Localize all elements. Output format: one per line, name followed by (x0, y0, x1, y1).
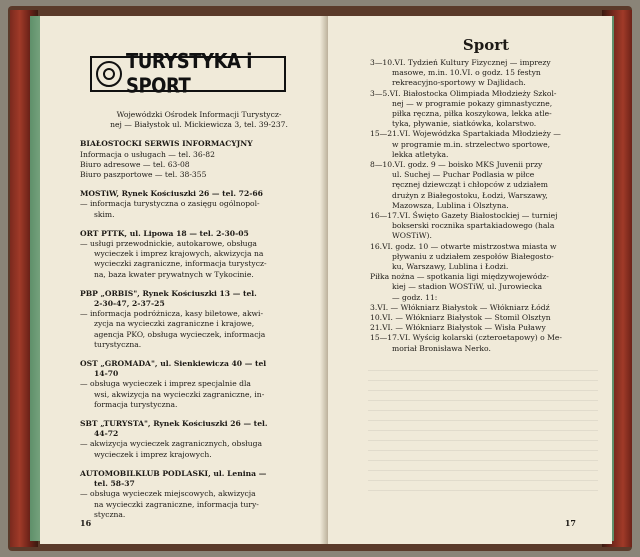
entry-line: w programie m.in. strzelectwo sportowe, (392, 139, 551, 149)
intro-text (80, 110, 318, 130)
section-line: agencja PKO, obsługa wycieczek, informacja (94, 329, 266, 339)
section-ort-pttk (80, 229, 318, 280)
match-line: 3.VI. — Włókniarz Białystok — Włókniarz Łódź (370, 302, 550, 312)
section-line: wycieczki zagraniczne, informacja turystycz- (94, 259, 267, 269)
entry-line: masowe, m.in. 10.VI. o godz. 15 festyn (392, 68, 541, 78)
entry-line: tyka, pływanie, siatkówka, kolarstwo. (392, 119, 537, 129)
section-pbp-orbis (80, 289, 318, 350)
entry-line: bokserski rocznika spartakiadowego (hala (392, 221, 555, 231)
entry-line: lekka atletyka. (392, 149, 449, 159)
match-line: 10.VI. — Włókniarz Białystok — Stomil Olsztyn (370, 313, 551, 323)
entry-line: nej — w programie pokazy gimnastyczne, (392, 98, 553, 108)
entry-line: piłka ręczna, piłka koszykowa, lekka atle- (392, 109, 552, 119)
right-page (328, 16, 612, 544)
section-line: wycieczek i imprez krajowych, akwizycja na (94, 249, 264, 259)
section-line: — obsługa wycieczek i imprez specjalnie dla (80, 379, 251, 389)
section-ost-gromada (80, 359, 318, 410)
section-title: SBT „TURYSTA", Rynek Kościuszki 26 — tel. (80, 419, 268, 429)
turystyka-sport-logo (90, 49, 286, 99)
match-line: 21.VI. — Włókniarz Białystok — Wisła Puławy (370, 323, 546, 333)
section-line: styczna. (94, 509, 126, 519)
show-through-texture (368, 361, 598, 491)
event-entry (370, 58, 602, 89)
section-line: Informacja o usługach — tel. 36-82 (80, 149, 215, 159)
section-line: — akwizycja wycieczek zagranicznych, obsługa (80, 439, 262, 449)
section-line: wsi, akwizycja na wycieczki zagraniczne, in- (94, 389, 265, 399)
page-number-left: 16 (80, 518, 92, 528)
entry-line: moriał Bronisława Nerko. (392, 343, 491, 353)
logo-text: TURYSTYKA i SPORT (126, 49, 252, 99)
intro-line: nej — Białystok ul. Mickiewicza 3, tel. 39-237. (110, 120, 288, 130)
entry-line: 16.VI. godz. 10 — otwarte mistrzostwa miasta w (370, 241, 557, 251)
section-line: skim. (94, 209, 115, 219)
section-sbt-turysta (80, 419, 318, 460)
section-automobilklub (80, 469, 318, 520)
entry-line: 16—17.VI. Święto Gazety Białostockiej — turniej (370, 211, 558, 221)
entry-line: 3—10.VI. Tydzień Kultury Fizycznej — imprezy (370, 58, 551, 67)
section-line: — obsługa wycieczek miejscowych, akwizycja (80, 489, 256, 499)
section-line: — usługi przewodnickie, autokarowe, obsługa (80, 239, 257, 249)
section-mostiw (80, 189, 318, 220)
entry-line: ku, Warszawy, Lublina i Łodzi. (392, 262, 509, 272)
event-entry (370, 211, 602, 242)
section-title: OST „GROMADA", ul. Sienkiewicza 40 — tel (80, 359, 267, 369)
section-line: turystyczna. (94, 339, 142, 349)
section-serwis (80, 139, 318, 180)
event-entry (370, 160, 602, 211)
entry-line: drużyn z Białegostoku, Łodzi, Warszawy, (392, 190, 548, 200)
section-title: 14-70 (94, 369, 119, 379)
section-title: AUTOMOBILKLUB PODLASKI, ul. Lenina — (80, 468, 267, 478)
section-title: ORT PTTK, ul. Lipowa 18 — tel. 2-30-05 (80, 228, 249, 238)
event-entry (370, 89, 602, 130)
entry-line: 8—10.VI. godz. 9 — boisko MKS Juvenii przy (370, 160, 543, 170)
entry-line: 15—21.VI. Wojewódzka Spartakiada Młodzieży — (370, 129, 561, 139)
section-line: wycieczek i imprez krajowych. (94, 449, 212, 459)
event-entry (370, 333, 602, 353)
section-line: na, baza kwater prywatnych w Tykocinie. (94, 269, 254, 279)
section-title: tel. 58-37 (94, 479, 135, 489)
entry-line: 15—17.VI. Wyścig kolarski (czteroetapowy) o Me- (370, 333, 562, 343)
entry-line: pływaniu z udziałem zespołów Białegosto- (392, 251, 554, 261)
section-title: 44-72 (94, 429, 119, 439)
section-line: formacja turystyczna. (94, 399, 178, 409)
section-title: BIAŁOSTOCKI SERWIS INFORMACYJNY (80, 139, 253, 149)
section-title: 2-30-47, 2-37-25 (94, 299, 165, 309)
event-entry (370, 272, 602, 303)
page-title: Sport (462, 36, 510, 54)
left-page (40, 16, 328, 544)
section-line: na wycieczki zagraniczne, informacja tury- (94, 499, 259, 509)
section-line: — informacja podróżnicza, kasy biletowe, akwi- (80, 309, 264, 319)
event-entry (370, 242, 602, 273)
page-number-right: 17 (564, 518, 576, 528)
sport-events-list (370, 58, 602, 354)
section-line: — informacja turystyczna o zasięgu ogólnopol- (80, 199, 260, 209)
entry-line: 3—5.VI. Białostocka Olimpiada Młodzieży Szkol- (370, 88, 557, 98)
entry-line: Piłka nożna — spotkania ligi międzywojewódz- (370, 272, 549, 282)
entry-line: ul. Suchej — Puchar Podlasia w piłce (392, 170, 535, 180)
section-title: PBP „ORBIS", Rynek Kościuszki 13 — tel. (80, 288, 257, 298)
entry-line: Mazowsza, Lublina i Olsztyna. (392, 200, 509, 210)
section-line: Biuro paszportowe — tel. 38-355 (80, 170, 207, 180)
entry-line: WOSTiW). (392, 231, 432, 241)
section-title: MOSTiW, Rynek Kościuszki 26 — tel. 72-66 (80, 189, 263, 199)
entry-line: — godz. 11: (392, 292, 438, 302)
section-line: Biuro adresowe — tel. 63-08 (80, 159, 190, 169)
intro-line: Wojewódzki Ośrodek Informacji Turystycz- (116, 110, 282, 119)
section-line: zycja na wycieczki zagraniczne i krajowe, (94, 319, 255, 329)
event-entry (370, 129, 602, 160)
book-spread (8, 6, 632, 551)
logo-emblem-icon (96, 61, 122, 87)
entry-line: rekreacyjno-sportowy w Dajlidach. (392, 78, 526, 88)
entry-line: kiej — stadion WOSTiW, ul. Jurowiecka (392, 282, 543, 292)
entry-line: ręcznej dziewcząt i chłopców z udziałem (392, 180, 548, 190)
